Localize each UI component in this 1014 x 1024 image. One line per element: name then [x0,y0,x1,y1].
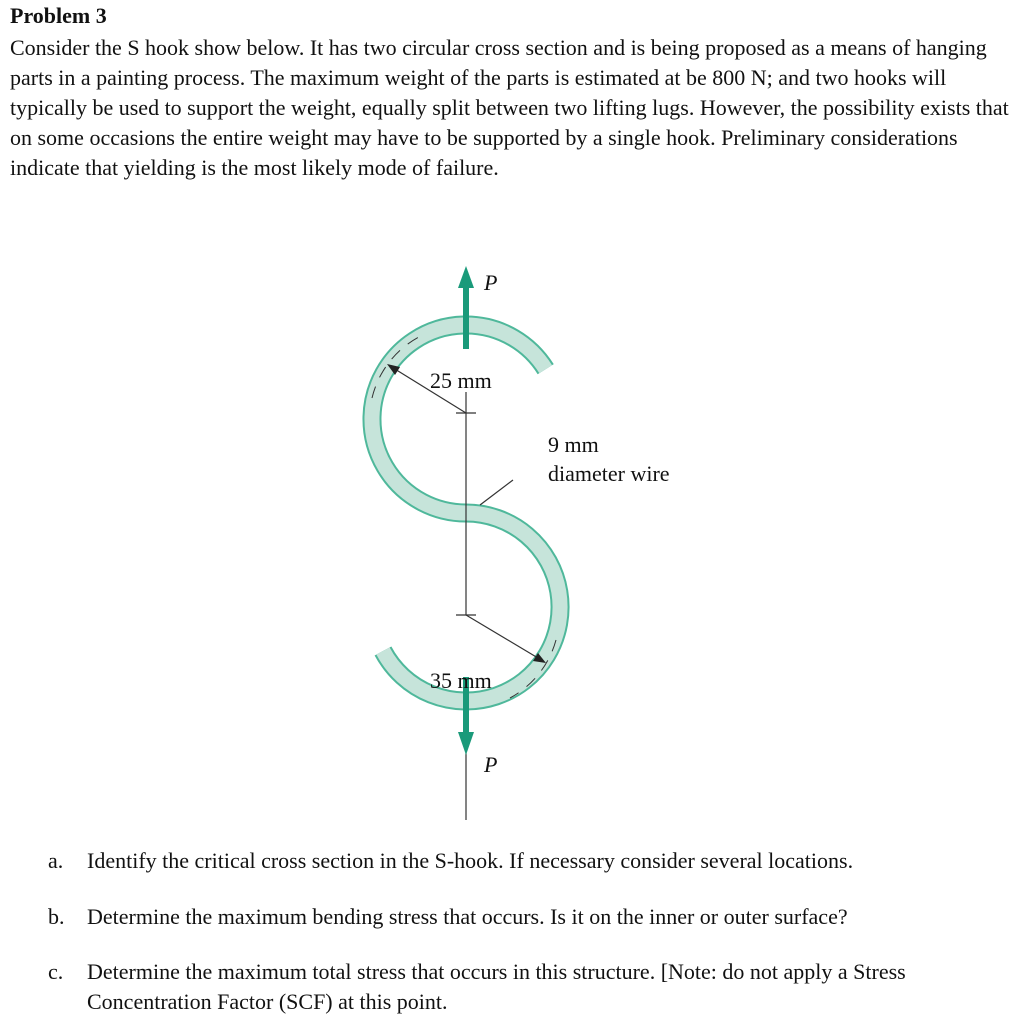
question-a [48,846,988,876]
question-key: b. [48,904,65,929]
question-c [48,957,988,1017]
problem-statement: Consider the S hook show below. It has two circular cross section and is being proposed as a means of hanging parts in a painting process. The maximum weight of the parts is estimated at be 800 N; and two hooks will typically be used to support the weight, equally split between two lifting lugs. However, the possibility exists that on some occasions the entire weight may have to be supported by a single hook. Preliminary considerations indicate that yielding is the most likely mode of failure. [10,35,1009,180]
question-b [48,902,988,932]
wire-label-desc: diameter wire [548,461,670,486]
radius-label-bottom: 35 mm [430,668,492,693]
radius-label-top: 25 mm [430,368,492,393]
question-text: Determine the maximum total stress that occurs in this structure. [Note: do not apply a Stress Concentration Factor (SCF) at this point. [87,959,906,1014]
problem-title: Problem 3 [10,3,107,28]
load-label-bottom: P [484,752,498,777]
load-arrow-top-icon [458,266,474,349]
wire-label-size: 9 mm [548,432,599,457]
question-key: a. [48,848,64,873]
question-text: Determine the maximum bending stress that occurs. Is it on the inner or outer surface? [87,904,848,929]
question-text: Identify the critical cross section in the S-hook. If necessary consider several locations. [87,848,854,873]
question-key: c. [48,959,64,984]
load-label-top: P [484,270,498,295]
